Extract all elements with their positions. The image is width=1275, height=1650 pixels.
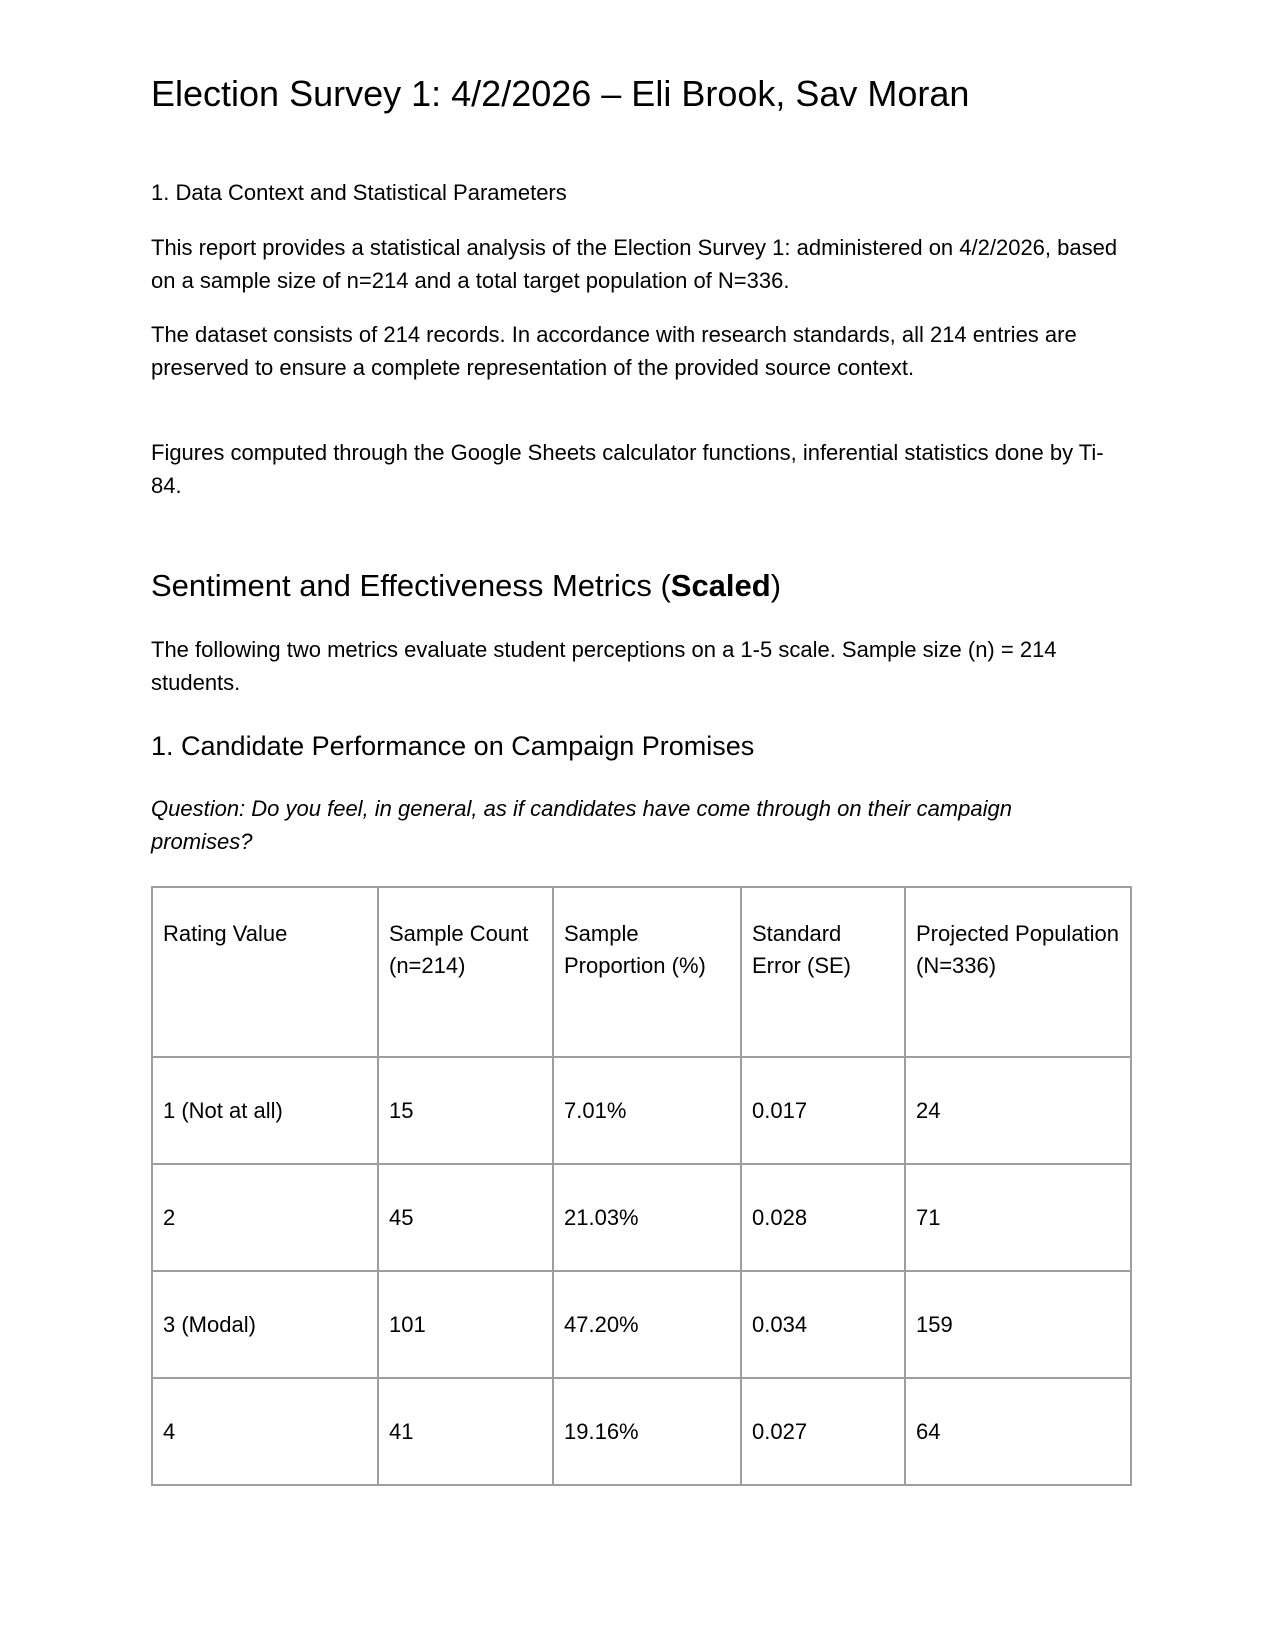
table-header-cell: Sample Proportion (%) — [553, 887, 741, 1057]
metrics-heading-suffix: ) — [770, 568, 782, 603]
table-cell: 0.017 — [741, 1057, 905, 1164]
section-heading-data-context: 1. Data Context and Statistical Parameters — [151, 180, 567, 205]
table-cell: 64 — [905, 1378, 1131, 1485]
table-header-cell: Sample Count (n=214) — [378, 887, 553, 1057]
table-header-cell: Rating Value — [152, 887, 378, 1057]
table-row — [152, 1271, 1131, 1378]
table-cell: 159 — [905, 1271, 1131, 1378]
table-header-row — [152, 887, 1131, 1057]
table-cell: 0.028 — [741, 1164, 905, 1271]
table-cell: 15 — [378, 1057, 553, 1164]
question1-text: Question: Do you feel, in general, as if candidates have come through on their campaign promises? — [151, 796, 1012, 854]
table-cell: 71 — [905, 1164, 1131, 1271]
question1-heading: 1. Candidate Performance on Campaign Promises — [151, 731, 755, 761]
metrics-heading-bold: Scaled — [670, 568, 771, 603]
table-cell: 101 — [378, 1271, 553, 1378]
table-cell: 19.16% — [553, 1378, 741, 1485]
document-title: Election Survey 1: 4/2/2026 – Eli Brook, Sav Moran — [151, 73, 970, 114]
table-cell: 1 (Not at all) — [152, 1057, 378, 1164]
metrics-heading — [151, 566, 781, 606]
table-cell: 0.034 — [741, 1271, 905, 1378]
table-cell: 41 — [378, 1378, 553, 1485]
table-row — [152, 1057, 1131, 1164]
table-cell: 45 — [378, 1164, 553, 1271]
paragraph-computation-method: Figures computed through the Google Sheets calculator functions, inferential statistics done by Ti-84. — [151, 440, 1104, 498]
paragraph-report-overview: This report provides a statistical analysis of the Election Survey 1: administered on 4/2/2026, based on a sample size of n=214 and a total target population of N=336. — [151, 235, 1118, 293]
paragraph-metrics-intro: The following two metrics evaluate student perceptions on a 1-5 scale. Sample size (n) = 214 students. — [151, 637, 1057, 695]
rating-table — [151, 886, 1132, 1486]
metrics-heading-prefix: Sentiment and Effectiveness Metrics ( — [151, 568, 671, 603]
table-cell: 2 — [152, 1164, 378, 1271]
table-cell: 0.027 — [741, 1378, 905, 1485]
paragraph-dataset-description: The dataset consists of 214 records. In accordance with research standards, all 214 entries are preserved to ensure a complete representation of the provided source context. — [151, 322, 1077, 380]
table-cell: 21.03% — [553, 1164, 741, 1271]
table-cell: 47.20% — [553, 1271, 741, 1378]
table-cell: 7.01% — [553, 1057, 741, 1164]
table-cell: 3 (Modal) — [152, 1271, 378, 1378]
table-header-cell: Standard Error (SE) — [741, 887, 905, 1057]
table-row — [152, 1378, 1131, 1485]
table-row — [152, 1164, 1131, 1271]
table-cell: 4 — [152, 1378, 378, 1485]
table-header-cell: Projected Population (N=336) — [905, 887, 1131, 1057]
table-cell: 24 — [905, 1057, 1131, 1164]
